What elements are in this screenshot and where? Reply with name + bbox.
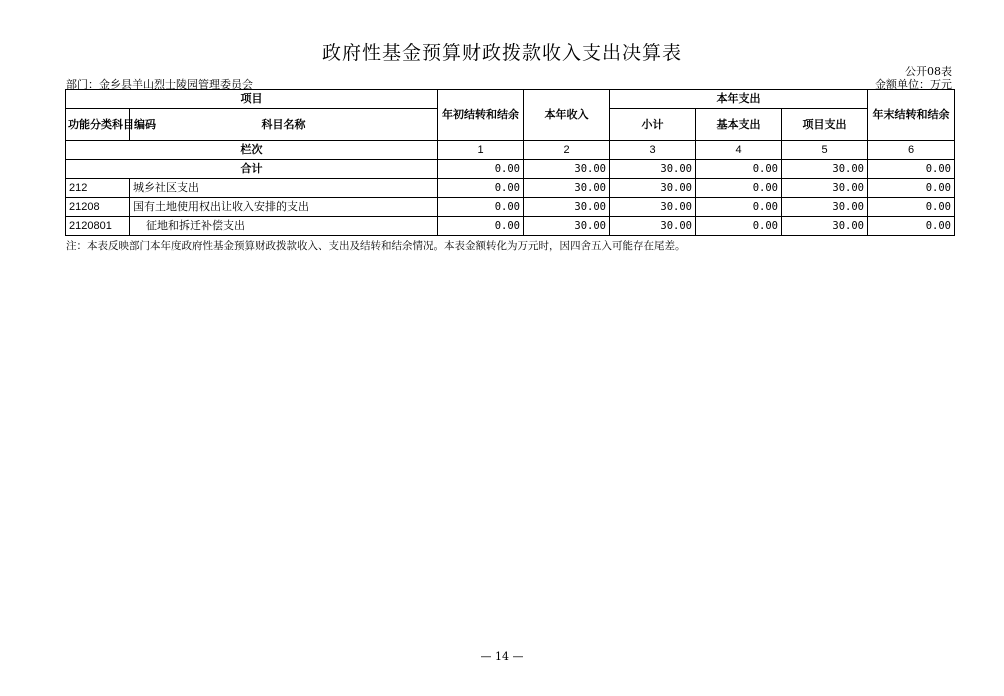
header-opening-balance: 年初结转和结余: [438, 90, 524, 141]
column-number: 1: [438, 141, 524, 160]
table-cell: 0.00: [696, 217, 782, 236]
table-footnote: 注：本表反映部门本年度政府性基金预算财政拨款收入、支出及结转和结余情况。本表金额转化为万元时，因四舍五入可能存在尾差。: [66, 240, 686, 252]
amount-unit-label: 金额单位：万元: [875, 78, 952, 91]
table-cell: 0.00: [696, 198, 782, 217]
table-cell: 30.00: [610, 217, 696, 236]
table-cell: 0.00: [438, 198, 524, 217]
report-title: 政府性基金预算财政拨款收入支出决算表: [321, 42, 682, 64]
table-cell: 0.00: [868, 160, 955, 179]
table-cell: 30.00: [524, 198, 610, 217]
header-category-code: 功能分类科目编码: [66, 109, 130, 141]
column-number: 2: [524, 141, 610, 160]
budget-table: [65, 89, 955, 236]
header-subtotal: 小计: [610, 109, 696, 141]
table-cell: 30.00: [524, 160, 610, 179]
form-number: 公开08表: [905, 65, 952, 78]
table-cell: 0.00: [696, 160, 782, 179]
department-label: 部门：金乡县羊山烈士陵园管理委员会: [66, 78, 253, 91]
column-number-row: [66, 141, 955, 160]
column-number: 6: [868, 141, 955, 160]
category-name: 征地和拆迁补偿支出: [130, 217, 438, 236]
category-code: 2120801: [66, 217, 130, 236]
column-number: 5: [782, 141, 868, 160]
header-basic-expenditure: 基本支出: [696, 109, 782, 141]
table-row: [66, 217, 955, 236]
header-item: 项目: [66, 90, 438, 109]
page-number: — 14 —: [480, 650, 524, 663]
table-cell: 30.00: [524, 217, 610, 236]
table-row: [66, 198, 955, 217]
column-number: 4: [696, 141, 782, 160]
category-code: 212: [66, 179, 130, 198]
table-cell: 0.00: [696, 179, 782, 198]
total-label: 合计: [66, 160, 438, 179]
table-cell: 30.00: [782, 160, 868, 179]
category-name: 城乡社区支出: [130, 179, 438, 198]
table-cell: 0.00: [438, 179, 524, 198]
header-expenditure: 本年支出: [610, 90, 868, 109]
column-number: 3: [610, 141, 696, 160]
table-cell: 0.00: [868, 217, 955, 236]
table-cell: 30.00: [524, 179, 610, 198]
total-row: [66, 160, 955, 179]
header-closing-balance: 年末结转和结余: [868, 90, 955, 141]
column-number-label: 栏次: [66, 141, 438, 160]
table-cell: 0.00: [438, 160, 524, 179]
table-cell: 0.00: [868, 198, 955, 217]
category-code: 21208: [66, 198, 130, 217]
table-cell: 30.00: [782, 179, 868, 198]
table-row: [66, 179, 955, 198]
table-cell: 30.00: [782, 217, 868, 236]
table-cell: 30.00: [782, 198, 868, 217]
table-cell: 30.00: [610, 198, 696, 217]
header-category-name: 科目名称: [130, 109, 438, 141]
table-cell: 0.00: [868, 179, 955, 198]
table-cell: 30.00: [610, 160, 696, 179]
header-project-expenditure: 项目支出: [782, 109, 868, 141]
table-cell: 0.00: [438, 217, 524, 236]
table-cell: 30.00: [610, 179, 696, 198]
category-name: 国有土地使用权出让收入安排的支出: [130, 198, 438, 217]
header-income: 本年收入: [524, 90, 610, 141]
